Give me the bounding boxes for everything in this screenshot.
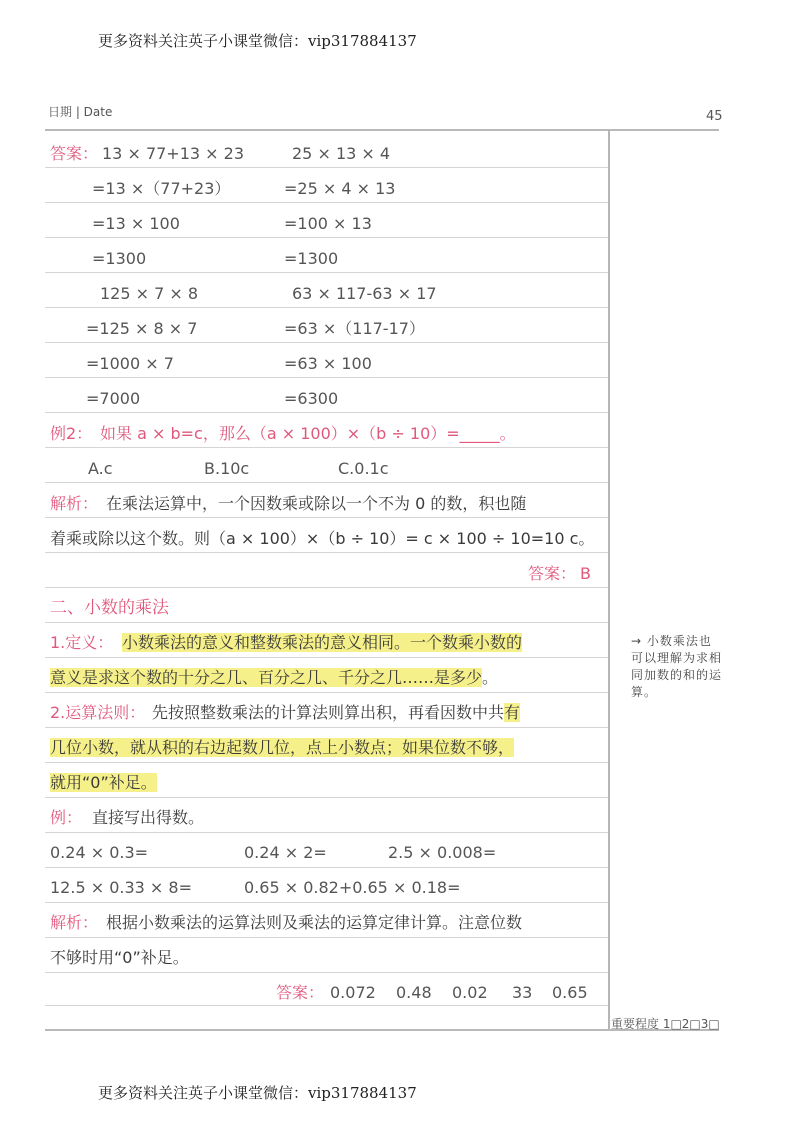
example2-label: 例2： bbox=[50, 424, 93, 443]
problem-2: 0.24 × 2= bbox=[244, 843, 327, 862]
answer3-value-4: 33 bbox=[512, 983, 533, 1002]
problem-1: 0.24 × 0.3= bbox=[50, 843, 149, 862]
section-title: 二、小数的乘法 bbox=[50, 598, 169, 618]
calc-right-3: =100 × 13 bbox=[284, 214, 372, 233]
calc-left-3: =13 × 100 bbox=[92, 214, 180, 233]
ruled-line bbox=[45, 622, 608, 623]
calc-right-6: =63 ×（117-17） bbox=[284, 319, 425, 338]
ruled-line bbox=[45, 867, 608, 868]
example3-prompt: 直接写出得数。 bbox=[92, 808, 205, 827]
definition-line2 bbox=[50, 668, 498, 688]
ruled-line bbox=[45, 587, 608, 588]
ruled-line bbox=[45, 657, 608, 658]
highlight: 小数乘法的意义和整数乘法的意义相同。一个数乘小数的 bbox=[122, 633, 523, 652]
calc-left-6: =125 × 8 × 7 bbox=[86, 319, 198, 338]
calc-left-5: 125 × 7 × 8 bbox=[100, 284, 199, 303]
calc-right-5: 63 × 117-63 × 17 bbox=[292, 284, 437, 303]
answer3-value-5: 0.65 bbox=[552, 983, 588, 1002]
rule-line1 bbox=[152, 703, 520, 723]
ruled-line bbox=[45, 517, 608, 518]
ruled-line bbox=[45, 692, 608, 693]
ruled-line bbox=[45, 412, 608, 413]
answer2-value: B bbox=[580, 564, 591, 583]
ruled-line bbox=[45, 447, 608, 448]
answer3-value-2: 0.48 bbox=[396, 983, 432, 1002]
rule-text: 先按照整数乘法的计算法则算出积，再看因数中共 bbox=[152, 703, 505, 722]
ruled-line bbox=[45, 202, 608, 203]
frame-top-line bbox=[45, 129, 719, 131]
ruled-line bbox=[45, 762, 608, 763]
highlight: 意义是求这个数的十分之几、百分之几、千分之几……是多少 bbox=[50, 668, 483, 687]
ruled-line bbox=[45, 307, 608, 308]
margin-line bbox=[608, 130, 610, 1030]
calc-right-8: =6300 bbox=[284, 389, 339, 408]
option-a: A.c bbox=[88, 459, 113, 478]
calc-right-4: =1300 bbox=[284, 249, 339, 268]
calc-left-8: =7000 bbox=[86, 389, 141, 408]
ruled-line bbox=[45, 797, 608, 798]
page-number: 45 bbox=[706, 109, 723, 124]
problem-3: 2.5 × 0.008= bbox=[388, 843, 497, 862]
answer3-value-3: 0.02 bbox=[452, 983, 488, 1002]
period: 。 bbox=[482, 668, 499, 687]
watermark-top: 更多资料关注英子小课堂微信：vip317884137 bbox=[98, 32, 417, 50]
ruled-line bbox=[45, 552, 608, 553]
option-b: B.10c bbox=[204, 459, 250, 478]
calc-right-2: =25 × 4 × 13 bbox=[284, 179, 396, 198]
answer-label: 答案： bbox=[50, 144, 99, 163]
answer3-label: 答案： bbox=[276, 983, 325, 1002]
ruled-line bbox=[45, 902, 608, 903]
problem-4: 12.5 × 0.33 × 8= bbox=[50, 878, 192, 897]
ruled-line bbox=[45, 377, 608, 378]
analysis2-label: 解析： bbox=[50, 913, 99, 932]
importance-rating: 重要程度 1□2□3□ bbox=[611, 1017, 720, 1031]
ruled-line bbox=[45, 237, 608, 238]
ruled-line bbox=[45, 972, 608, 973]
ruled-line bbox=[45, 937, 608, 938]
analysis1-label: 解析： bbox=[50, 494, 99, 513]
date-label: 日期 | Date bbox=[48, 105, 113, 119]
example3-label: 例： bbox=[50, 808, 83, 827]
definition-line1 bbox=[122, 633, 522, 653]
example2-question: 如果 a × b=c，那么（a × 100）×（b ÷ 10）=_____。 bbox=[100, 424, 516, 443]
rule-label: 2.运算法则： bbox=[50, 703, 146, 722]
ruled-line bbox=[45, 832, 608, 833]
highlight: 就用“0”补足。 bbox=[50, 773, 157, 792]
answer2-label: 答案： bbox=[528, 564, 577, 583]
definition-label: 1.定义： bbox=[50, 633, 114, 652]
side-note: → 小数乘法也可以理解为求相同加数的和的运算。 bbox=[631, 634, 723, 699]
ruled-line bbox=[45, 482, 608, 483]
calc-right-7: =63 × 100 bbox=[284, 354, 372, 373]
rule-line3 bbox=[50, 773, 157, 793]
option-c: C.0.1c bbox=[338, 459, 389, 478]
highlight: 有 bbox=[504, 703, 521, 722]
analysis2-line2: 不够时用“0”补足。 bbox=[50, 948, 189, 967]
calc-right-1: 25 × 13 × 4 bbox=[292, 144, 391, 163]
watermark-bottom: 更多资料关注英子小课堂微信：vip317884137 bbox=[98, 1084, 417, 1102]
calc-left-1: 13 × 77+13 × 23 bbox=[102, 144, 244, 163]
analysis1-line2: 着乘或除以这个数。则（a × 100）×（b ÷ 10）= c × 100 ÷ 10=10 c。 bbox=[50, 529, 595, 548]
ruled-line bbox=[45, 342, 608, 343]
highlight: 几位小数，就从积的右边起数几位，点上小数点；如果位数不够， bbox=[50, 738, 515, 757]
analysis1-line1: 在乘法运算中，一个因数乘或除以一个不为 0 的数，积也随 bbox=[106, 494, 527, 513]
calc-left-2: =13 ×（77+23） bbox=[92, 179, 231, 198]
ruled-line bbox=[45, 272, 608, 273]
ruled-line bbox=[45, 167, 608, 168]
calc-left-7: =1000 × 7 bbox=[86, 354, 174, 373]
calc-left-4: =1300 bbox=[92, 249, 147, 268]
answer3-value-1: 0.072 bbox=[330, 983, 376, 1002]
rule-line2 bbox=[50, 738, 514, 758]
problem-5: 0.65 × 0.82+0.65 × 0.18= bbox=[244, 878, 461, 897]
ruled-line bbox=[45, 1005, 608, 1006]
analysis2-line1: 根据小数乘法的运算法则及乘法的运算定律计算。注意位数 bbox=[106, 913, 523, 932]
ruled-line bbox=[45, 727, 608, 728]
